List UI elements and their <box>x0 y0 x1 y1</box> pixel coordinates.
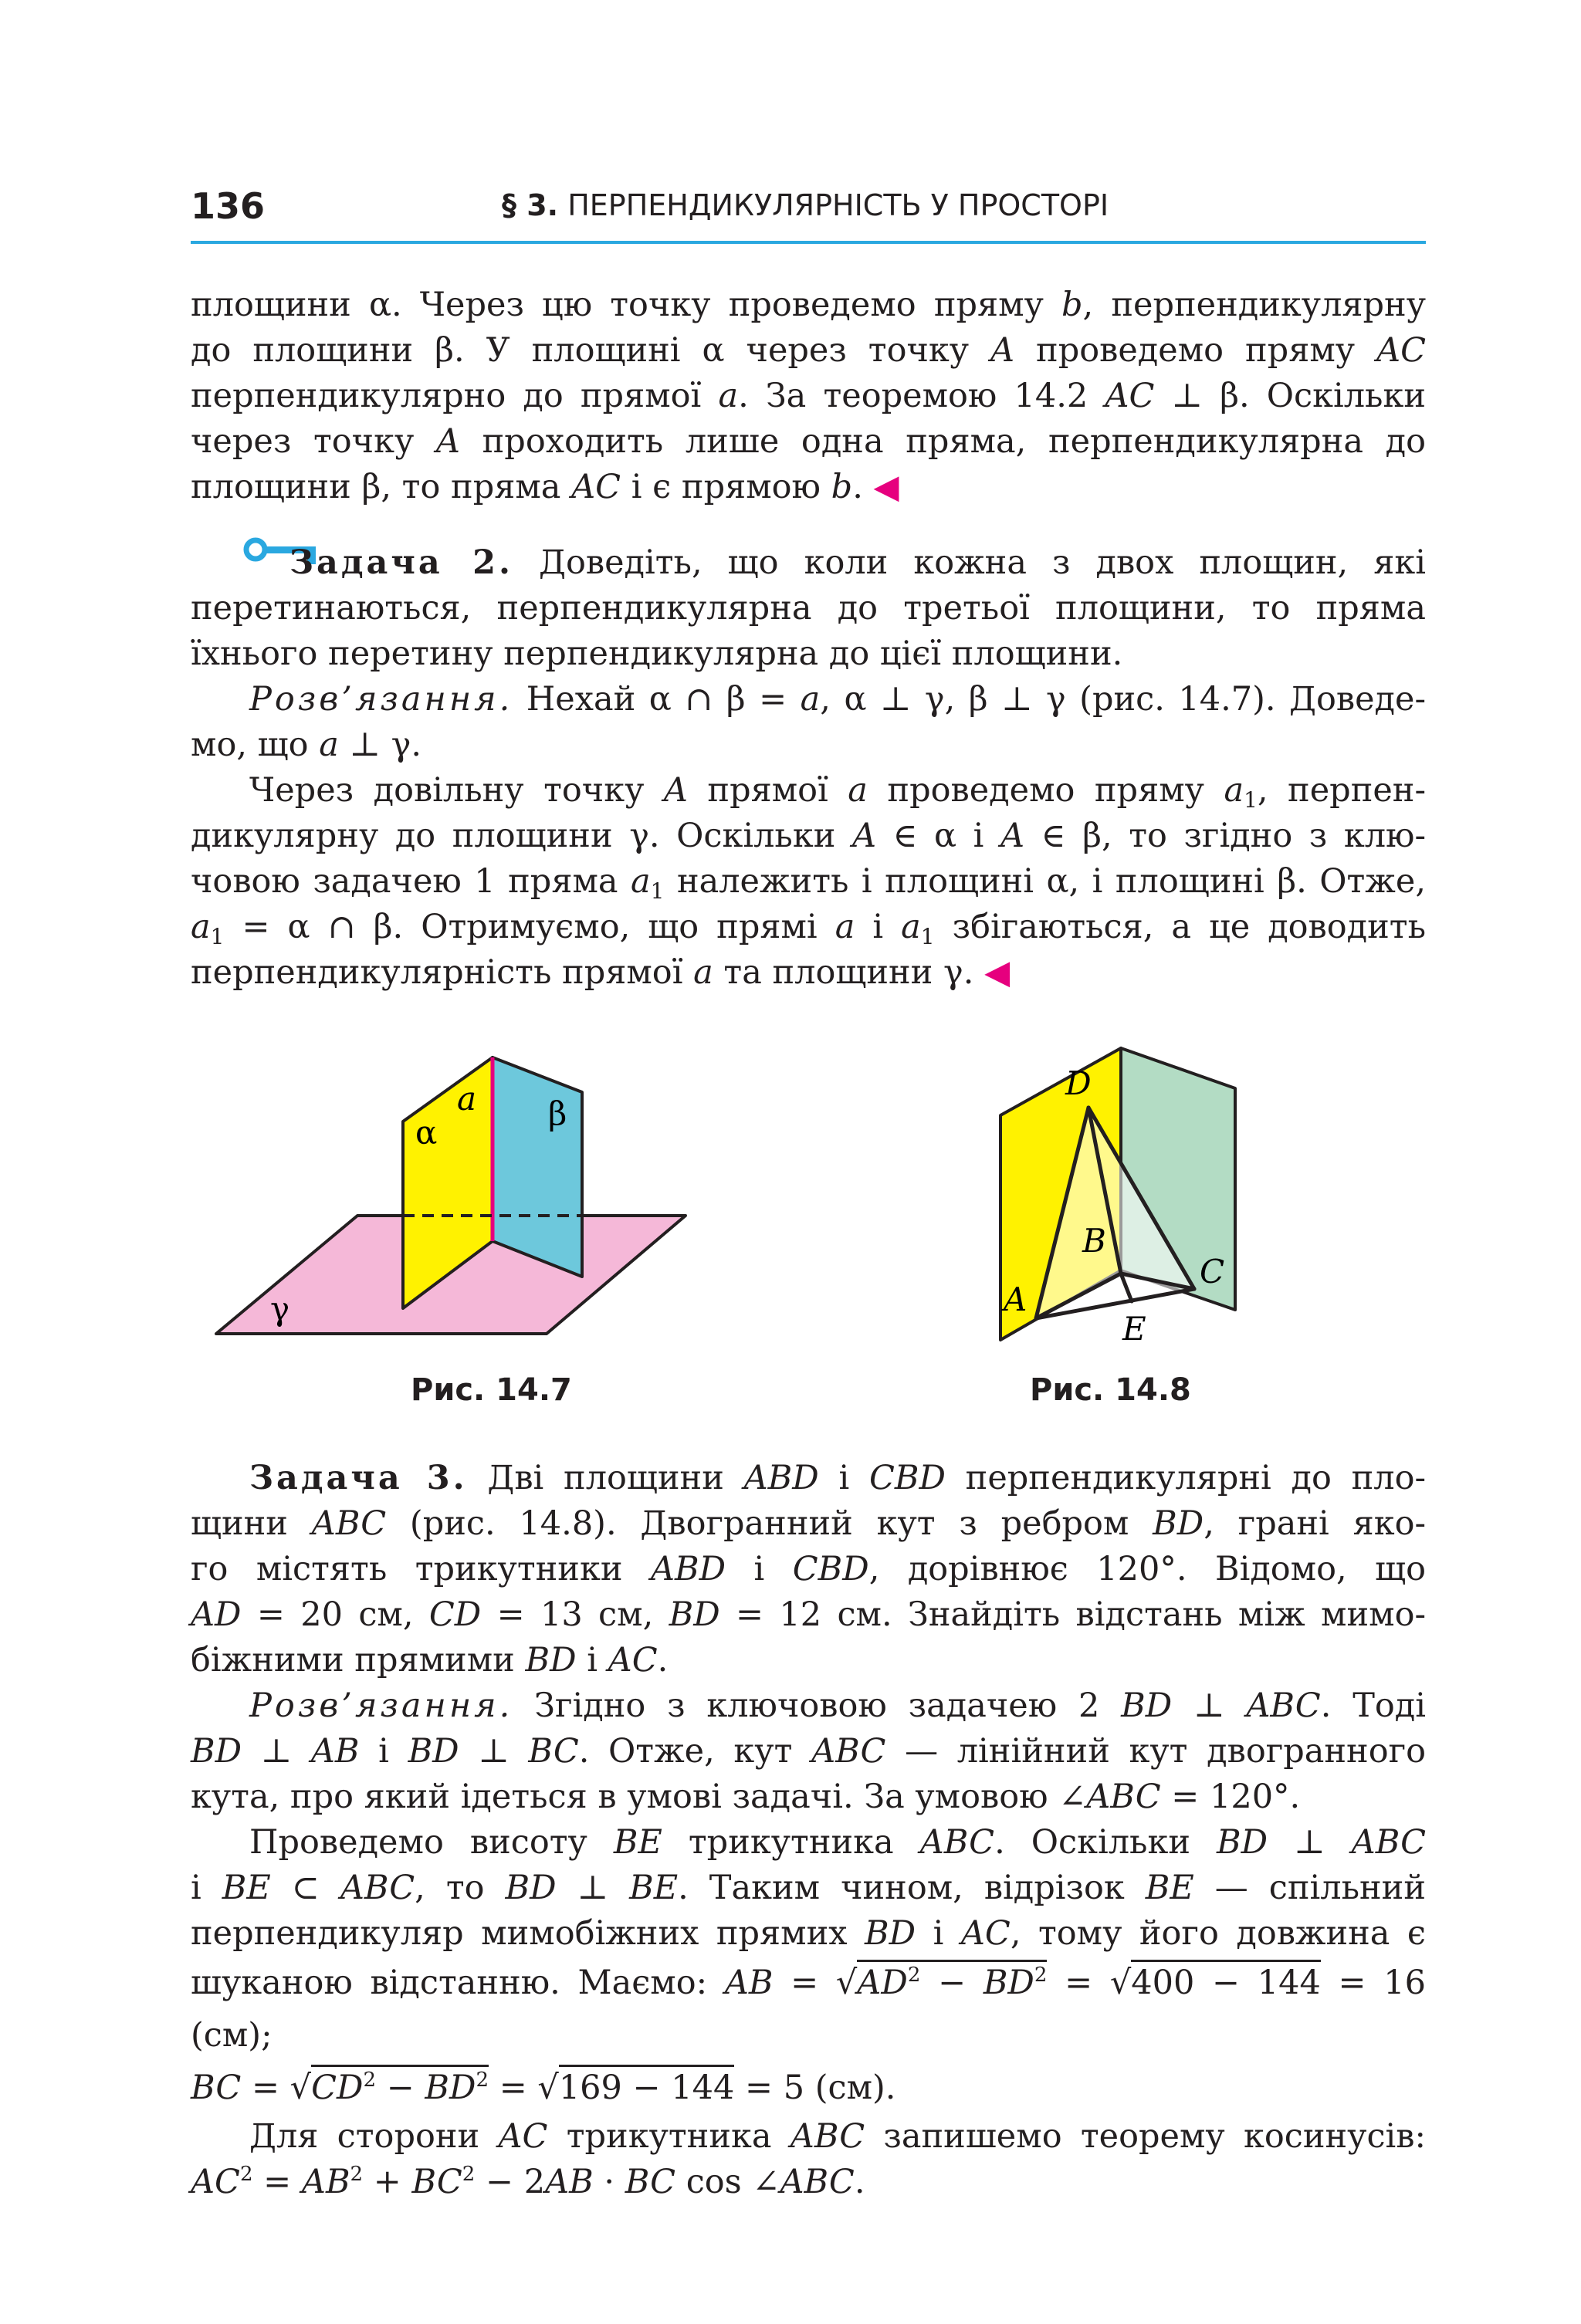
label-B: B <box>1082 1222 1106 1260</box>
label-gamma: γ <box>270 1290 290 1328</box>
label-E: E <box>1122 1310 1146 1348</box>
label-D: D <box>1065 1064 1092 1102</box>
figure-14-7 <box>208 1042 702 1343</box>
label-beta: β <box>548 1094 567 1132</box>
page-number: 136 <box>191 185 266 227</box>
plane-beta <box>493 1057 582 1277</box>
end-marker-icon: ◀ <box>984 953 1011 992</box>
section-title: § 3. ПЕРПЕНДИКУЛЯРНІСТЬ У ПРОСТОРІ <box>502 188 1109 222</box>
problem-3: Задача 3. Дві площини ABD і CBD перпендикулярні до пло- щини ABC (рис. 14.8). Двогранний кут з ребром BD, грані яко- го містять трикутники ABD і CBD, дорівнює 120°. Відомо, що AD = 20 см, CD = 13 см, BD = 12 см. Знайдіть відстань між мимо- біжними прямими BD і AC. Розв’язання. Згідно з ключовою задачею 2 BD ⊥ ABC. Тоді BD ⊥ AB і BD ⊥ BC. Отже, кут ABC — лінійний кут двогранного кута, про який ідеться в умові задачі. За умовою ∠ABC = 120°. Проведемо висоту BE трикутника ABC. Оскільки BD ⊥ ABC і BE ⊂ ABC, то BD ⊥ BE. Таким чином, відрізок BE — спільний перпендикуляр мимобіжних прямих BD і AC, тому його довжина є шуканою відстанню. Маємо: AB = $√AD^2 - BD^2 = √400 - 144 = 16$ (см); BC = $√CD^2 - BD^2 = √169 - 144 = 5$ (см). Для сторони AC трикутника ABC запишемо теорему косинусів: $AC^2 = AB^2 + BC^2 - 2AB$ · BC cos ∠ABC. <box>191 1459 1427 2201</box>
label-A: A <box>1004 1280 1027 1318</box>
label-a: a <box>457 1080 477 1118</box>
end-marker-icon: ◀ <box>873 468 899 506</box>
caption-fig-14-8: Рис. 14.8 <box>1030 1372 1191 1408</box>
caption-fig-14-7: Рис. 14.7 <box>411 1372 572 1408</box>
page-header <box>191 179 1426 244</box>
problem-2: Задача 2. Доведіть, що коли кожна з двох площин, які перетинаються, перпендикулярна до третьої площини, то пряма їхнього перетину перпендикулярна до цієї площини. Розв’язання. Нехай α ∩ β = a, α ⊥ γ, β ⊥ γ (рис. 14.7). Доведе- мо, що a ⊥ γ. Через довільну точку A прямої a проведемо пряму $a_1$, перпен- дикулярну до площини γ. Оскільки A ∈ α і A ∈ β, то згідно з клю- човою задачею 1 пряма $a_1$ належить і площині α, і площині β. Отже, $a_1 = \alpha$ ∩ β. Отримуємо, що прямі a і $a_1$ збігаються, а це доводить перпендикулярність прямої a та площини γ. ◀ <box>191 543 1427 992</box>
paragraph-continuation: площини α. Через цю точку проведемо пряму b, перпендикулярну до площини β. У площині α через точку A проведемо пряму AC перпендикулярно до прямої a. За теоремою 14.2 AC ⊥ β. Оскільки через точку A проходить лише одна пряма, перпендикулярна до площини β, то пряма AC і є прямою b. ◀ <box>191 286 1426 506</box>
label-C: C <box>1200 1253 1225 1291</box>
figure-14-8 <box>980 1034 1305 1358</box>
label-alpha: α <box>415 1114 438 1152</box>
